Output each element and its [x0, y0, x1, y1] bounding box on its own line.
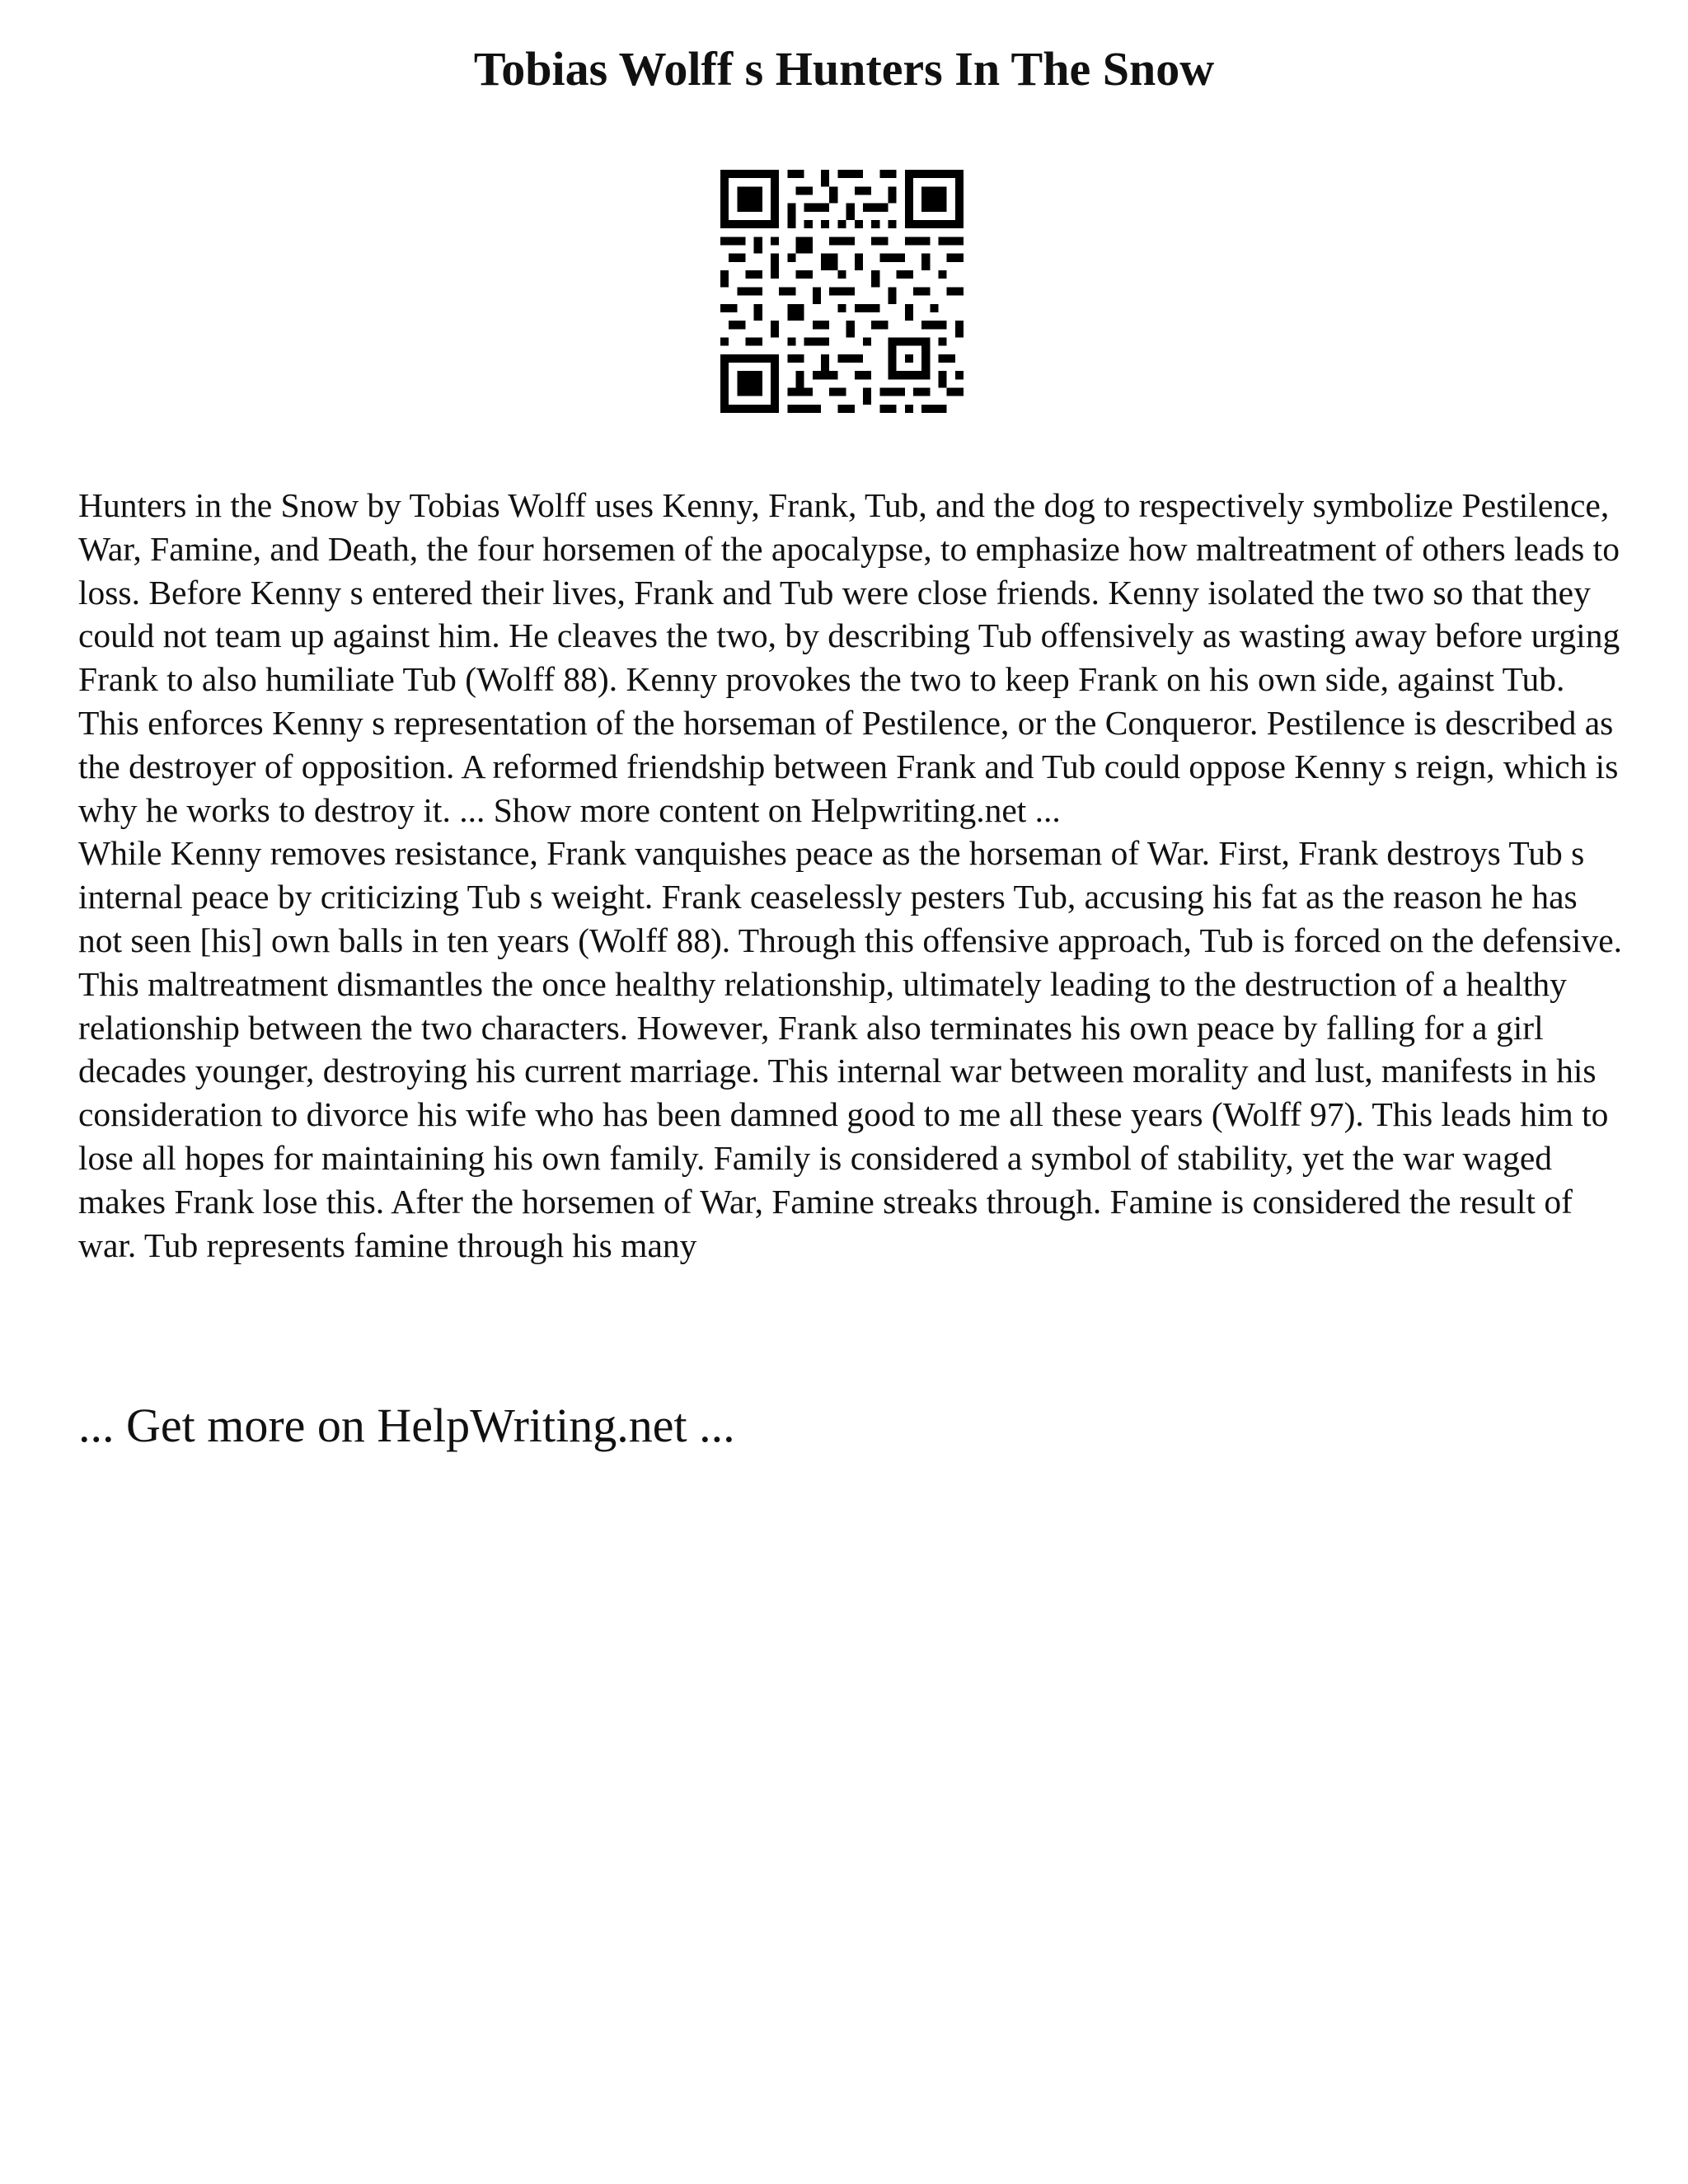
- qr-code-icon: [720, 170, 964, 413]
- article-body: [78, 484, 1628, 1267]
- paragraph: While Kenny removes resistance, Frank vanquishes peace as the horseman of War. First, Frank destroys Tub s internal peace by criticizing Tub s weight. Frank ceaselessly pesters Tub, accusing his fat as the reason he has not seen [his] own balls in ten years (Wolff 88). Through this offensive approach, Tub is forced on the defensive. This maltreatment dismantles the once healthy relationship, ultimately leading to the destruction of a healthy relationship between the two characters. However, Frank also terminates his own peace by falling for a girl decades younger, destroying his current marriage. This internal war between morality and lust, manifests in his consideration to divorce his wife who has been damned good to me all these years (Wolff 97). This leads him to lose all hopes for maintaining his own family. Family is considered a symbol of stability, yet the war waged makes Frank lose this. After the horsemen of War, Famine streaks through. Famine is considered the result of war. Tub represents famine through his many: [78, 834, 1623, 1264]
- document-title: Tobias Wolff s Hunters In The Snow: [473, 42, 1215, 96]
- paragraph: Hunters in the Snow by Tobias Wolff uses Kenny, Frank, Tub, and the dog to respectively symbolize Pestilence, War, Famine, and Death, the four horsemen of the apocalypse, to emphasize how maltreatment of others leads to loss. Before Kenny s entered their lives, Frank and Tub were close friends. Kenny isolated the two so that they could not team up against him. He cleaves the two, by describing Tub offensively as wasting away before urging Frank to also humiliate Tub (Wolff 88). Kenny provokes the two to keep Frank on his own side, against Tub. This enforces Kenny s representation of the horseman of Pestilence, or the Conqueror. Pestilence is described as the destroyer of opposition. A reformed friendship between Frank and Tub could oppose Kenny s reign, which is why he works to destroy it. ... Show more content on Helpwriting.net ...: [78, 486, 1620, 829]
- get-more-link[interactable]: ... Get more on HelpWriting.net ...: [78, 1399, 735, 1452]
